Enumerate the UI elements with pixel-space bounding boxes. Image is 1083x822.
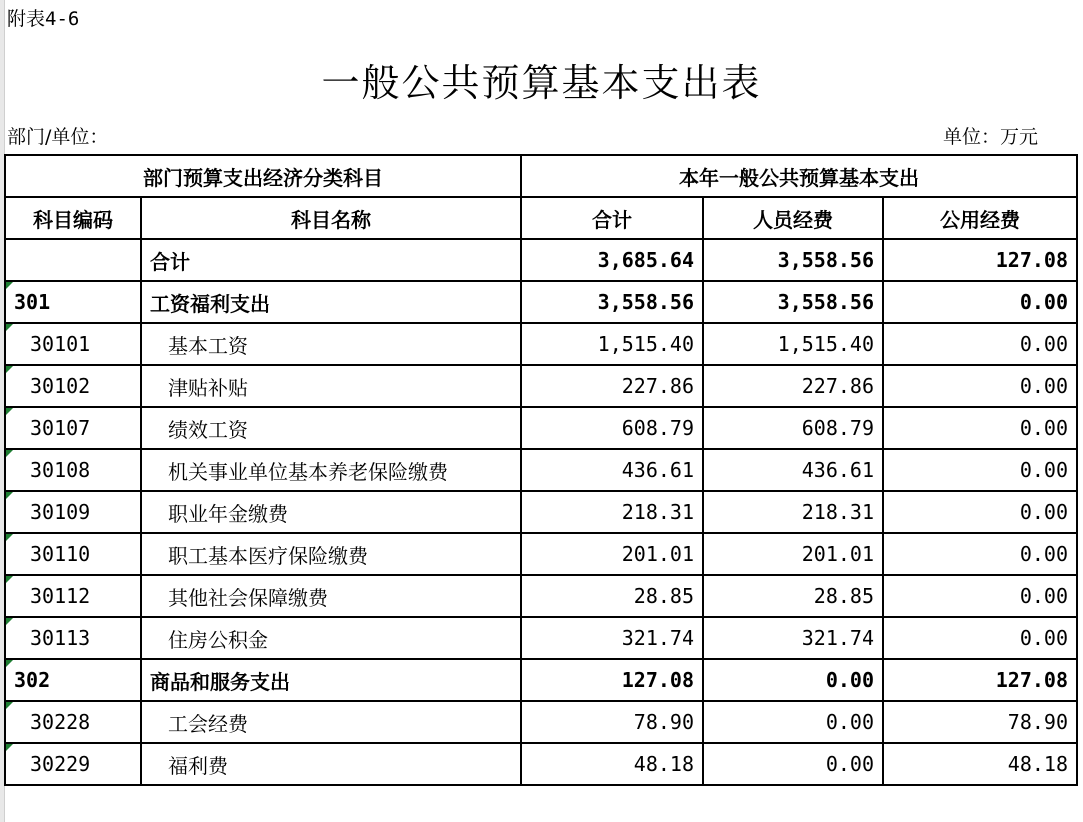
- table-row: [5, 743, 1077, 785]
- code-cell[interactable]: 30101: [5, 323, 141, 365]
- table-group-header-row: [5, 155, 1077, 197]
- name-cell[interactable]: 职业年金缴费: [141, 491, 521, 533]
- code-cell[interactable]: 301: [5, 281, 141, 323]
- personnel-cell[interactable]: 608.79: [703, 407, 883, 449]
- personnel-cell[interactable]: 3,558.56: [703, 281, 883, 323]
- personnel-cell[interactable]: 218.31: [703, 491, 883, 533]
- code-cell[interactable]: 30109: [5, 491, 141, 533]
- total-cell[interactable]: 218.31: [521, 491, 703, 533]
- public-cell[interactable]: 0.00: [883, 323, 1077, 365]
- name-cell[interactable]: 绩效工资: [141, 407, 521, 449]
- table-row: [5, 365, 1077, 407]
- total-cell[interactable]: 1,515.40: [521, 323, 703, 365]
- personnel-cell[interactable]: 436.61: [703, 449, 883, 491]
- table-row: [5, 407, 1077, 449]
- code-cell[interactable]: 302: [5, 659, 141, 701]
- annex-label: 附表4-6: [7, 8, 80, 30]
- total-cell[interactable]: 201.01: [521, 533, 703, 575]
- summary-public-cell[interactable]: 127.08: [883, 239, 1077, 281]
- code-cell[interactable]: 30113: [5, 617, 141, 659]
- total-cell[interactable]: 227.86: [521, 365, 703, 407]
- name-cell[interactable]: 津贴补贴: [141, 365, 521, 407]
- personnel-cell[interactable]: 227.86: [703, 365, 883, 407]
- total-cell[interactable]: 436.61: [521, 449, 703, 491]
- personnel-cell[interactable]: 1,515.40: [703, 323, 883, 365]
- page-title: 一般公共预算基本支出表: [321, 61, 762, 105]
- name-cell[interactable]: 机关事业单位基本养老保险缴费: [141, 449, 521, 491]
- name-cell[interactable]: 工资福利支出: [141, 281, 521, 323]
- group-header-economic-class[interactable]: 部门预算支出经济分类科目: [5, 155, 521, 197]
- name-cell[interactable]: 职工基本医疗保险缴费: [141, 533, 521, 575]
- table-row: [5, 533, 1077, 575]
- public-cell[interactable]: 0.00: [883, 365, 1077, 407]
- public-cell[interactable]: 0.00: [883, 617, 1077, 659]
- total-cell[interactable]: 48.18: [521, 743, 703, 785]
- budget-table: [4, 154, 1078, 786]
- personnel-cell[interactable]: 0.00: [703, 743, 883, 785]
- public-cell[interactable]: 0.00: [883, 491, 1077, 533]
- public-cell[interactable]: 0.00: [883, 533, 1077, 575]
- personnel-cell[interactable]: 28.85: [703, 575, 883, 617]
- column-header-public[interactable]: 公用经费: [883, 197, 1077, 239]
- table-row: [5, 659, 1077, 701]
- name-cell[interactable]: 其他社会保障缴费: [141, 575, 521, 617]
- column-header-code[interactable]: 科目编码: [5, 197, 141, 239]
- table-row: [5, 701, 1077, 743]
- total-cell[interactable]: 78.90: [521, 701, 703, 743]
- summary-personnel-cell[interactable]: 3,558.56: [703, 239, 883, 281]
- column-header-total[interactable]: 合计: [521, 197, 703, 239]
- public-cell[interactable]: 0.00: [883, 281, 1077, 323]
- code-cell[interactable]: 30108: [5, 449, 141, 491]
- code-cell[interactable]: 30112: [5, 575, 141, 617]
- code-cell[interactable]: 30110: [5, 533, 141, 575]
- total-cell[interactable]: 127.08: [521, 659, 703, 701]
- table-row: [5, 575, 1077, 617]
- table-row: [5, 449, 1077, 491]
- personnel-cell[interactable]: 0.00: [703, 701, 883, 743]
- table-row: [5, 617, 1077, 659]
- name-cell[interactable]: 基本工资: [141, 323, 521, 365]
- public-cell[interactable]: 0.00: [883, 449, 1077, 491]
- name-cell[interactable]: 住房公积金: [141, 617, 521, 659]
- name-cell[interactable]: 工会经费: [141, 701, 521, 743]
- name-cell[interactable]: 商品和服务支出: [141, 659, 521, 701]
- total-cell[interactable]: 28.85: [521, 575, 703, 617]
- personnel-cell[interactable]: 201.01: [703, 533, 883, 575]
- public-cell[interactable]: 0.00: [883, 407, 1077, 449]
- personnel-cell[interactable]: 321.74: [703, 617, 883, 659]
- column-header-name[interactable]: 科目名称: [141, 197, 521, 239]
- summary-name-cell[interactable]: 合计: [141, 239, 521, 281]
- summary-row: [5, 239, 1077, 281]
- column-header-personnel[interactable]: 人员经费: [703, 197, 883, 239]
- code-cell[interactable]: 30229: [5, 743, 141, 785]
- summary-code-cell[interactable]: [5, 239, 141, 281]
- summary-total-cell[interactable]: 3,685.64: [521, 239, 703, 281]
- total-cell[interactable]: 3,558.56: [521, 281, 703, 323]
- unit-label: 单位：万元: [942, 126, 1038, 148]
- public-cell[interactable]: 48.18: [883, 743, 1077, 785]
- public-cell[interactable]: 78.90: [883, 701, 1077, 743]
- table-row: [5, 323, 1077, 365]
- department-label: 部门/单位：: [7, 126, 109, 148]
- table-row: [5, 281, 1077, 323]
- group-header-basic-expenditure[interactable]: 本年一般公共预算基本支出: [521, 155, 1077, 197]
- table-column-header-row: [5, 197, 1077, 239]
- table-row: [5, 491, 1077, 533]
- code-cell[interactable]: 30102: [5, 365, 141, 407]
- name-cell[interactable]: 福利费: [141, 743, 521, 785]
- personnel-cell[interactable]: 0.00: [703, 659, 883, 701]
- public-cell[interactable]: 0.00: [883, 575, 1077, 617]
- code-cell[interactable]: 30107: [5, 407, 141, 449]
- total-cell[interactable]: 608.79: [521, 407, 703, 449]
- public-cell[interactable]: 127.08: [883, 659, 1077, 701]
- total-cell[interactable]: 321.74: [521, 617, 703, 659]
- code-cell[interactable]: 30228: [5, 701, 141, 743]
